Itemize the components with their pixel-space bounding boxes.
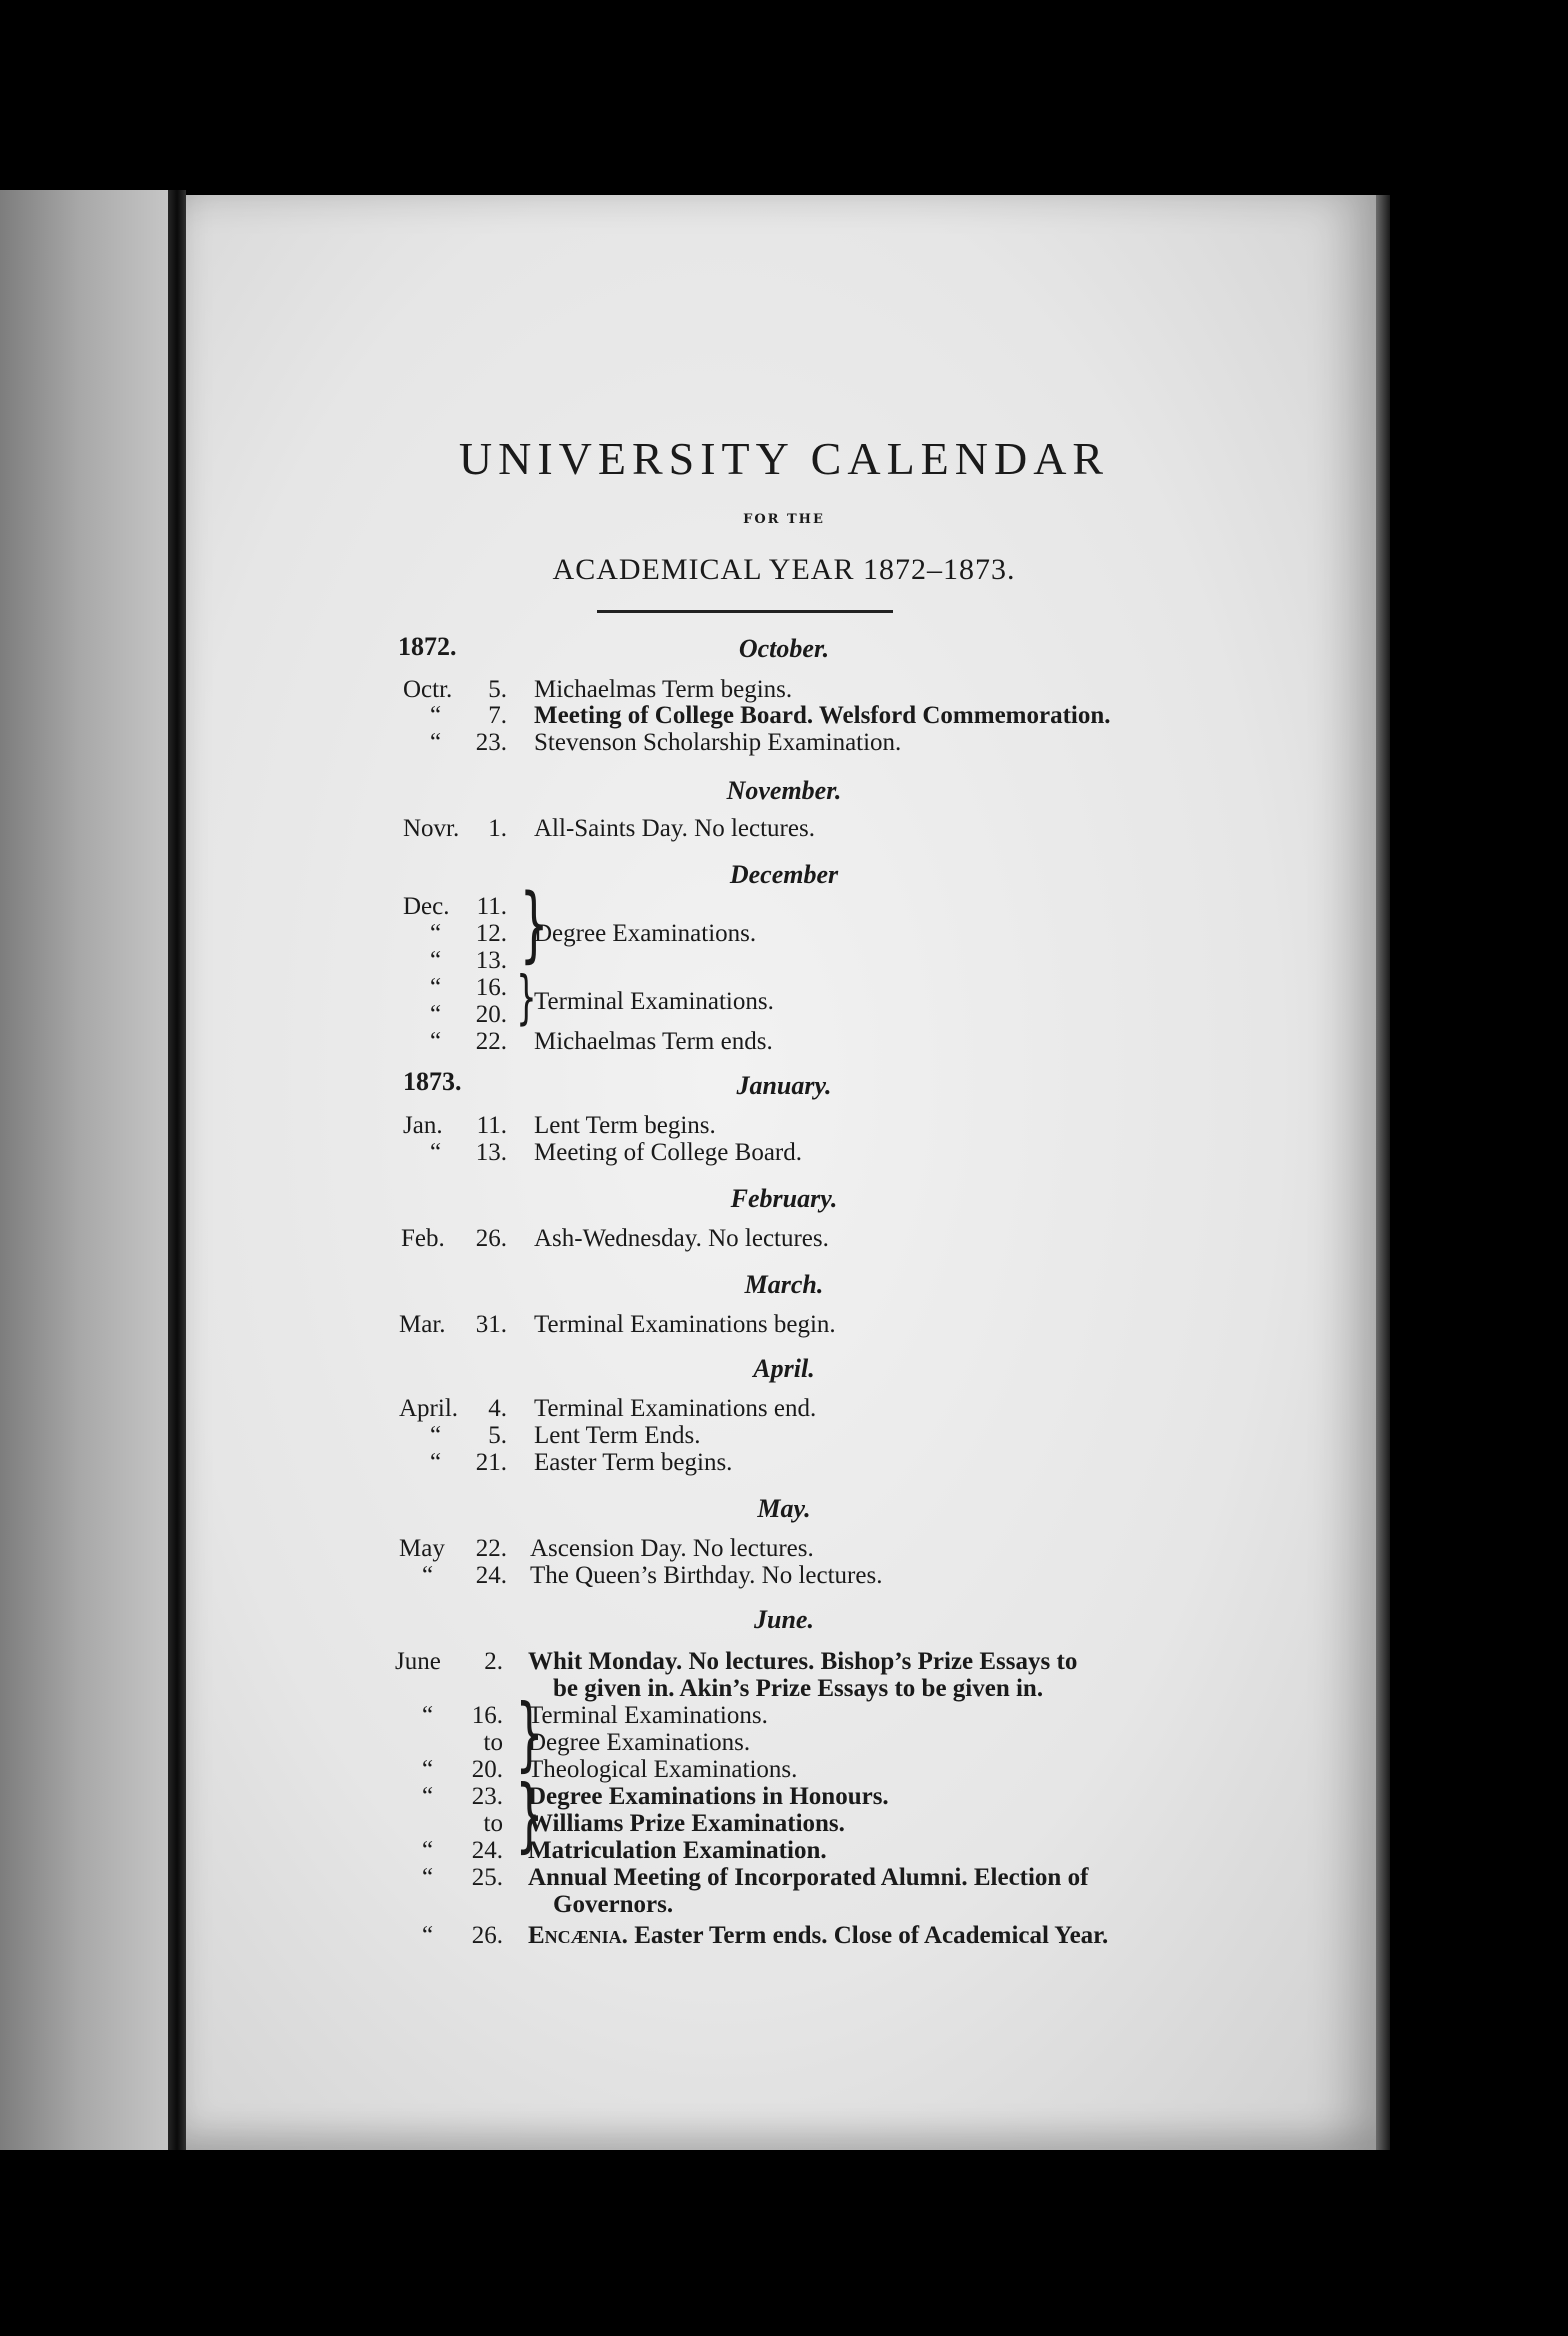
entry-day: to: [483, 1810, 503, 1837]
entry-text: Ascension Day. No lectures.: [530, 1535, 814, 1562]
brace-icon: }: [515, 1768, 544, 1861]
entry-month: Octr.: [403, 676, 453, 703]
month-heading-november: November.: [726, 776, 842, 805]
month-heading-may: May.: [757, 1494, 811, 1523]
entry-month: “: [430, 729, 442, 756]
month-heading-january: January.: [736, 1071, 832, 1100]
month-heading-april: April.: [753, 1354, 815, 1383]
entry-month: “: [430, 1422, 442, 1449]
entry-text: All-Saints Day. No lectures.: [534, 815, 815, 842]
entry-month: “: [430, 1028, 442, 1055]
entry-day: 11.: [476, 1112, 507, 1139]
entry-month: “: [430, 920, 442, 947]
page-subtitle: FOR THE: [743, 512, 825, 527]
entry-day: 26.: [475, 1225, 507, 1252]
entry-text-rest: Easter Term ends. Close of Academical Year.: [634, 1922, 1109, 1949]
entry-day: 2.: [484, 1648, 503, 1675]
entry-month: “: [422, 1756, 434, 1783]
month-heading-march: March.: [744, 1270, 824, 1299]
month-heading-october: October.: [738, 634, 830, 663]
entry-month: “: [430, 947, 442, 974]
month-heading-december: December: [729, 860, 839, 889]
entry-day: to: [483, 1729, 503, 1756]
entry-month: May: [399, 1535, 445, 1562]
entry-text: Degree Examinations.: [534, 920, 757, 947]
entry-text: Meeting of College Board. Welsford Commemoration.: [534, 702, 1111, 729]
entry-month: “: [422, 1864, 434, 1891]
year-label: 1873.: [403, 1067, 462, 1096]
entry-month: “: [422, 1783, 434, 1810]
page-title: UNIVERSITY CALENDAR: [458, 433, 1110, 484]
entry-day: 22.: [475, 1535, 507, 1562]
brace-icon: }: [515, 1687, 544, 1780]
entry-month: “: [430, 1001, 442, 1028]
entry-month: Mar.: [399, 1311, 446, 1338]
entry-day: 20.: [471, 1756, 503, 1783]
entry-day: 16.: [471, 1702, 503, 1729]
entry-text: Theological Examinations.: [528, 1756, 798, 1783]
month-heading-february: February.: [730, 1184, 838, 1213]
entry-text: Terminal Examinations.: [528, 1702, 768, 1729]
year-label: 1872.: [398, 632, 457, 661]
page-edge: [1376, 195, 1390, 2150]
entry-month: “: [430, 1139, 442, 1166]
entry-month: Feb.: [401, 1225, 445, 1252]
entry-text: Williams Prize Examinations.: [528, 1810, 845, 1837]
entry-day: 12.: [475, 920, 507, 947]
entry-day: 23.: [471, 1783, 503, 1810]
entry-text: Easter Term begins.: [534, 1449, 733, 1476]
encaenia-label: Encænia.: [528, 1922, 628, 1949]
entry-text: Matriculation Examination.: [528, 1837, 827, 1864]
entry-day: 25.: [471, 1864, 503, 1891]
entry-month: Dec.: [403, 893, 450, 920]
entry-month: “: [422, 1702, 434, 1729]
entry-month: “: [422, 1562, 434, 1589]
entry-day: 11.: [476, 893, 507, 920]
entry-text: Degree Examinations in Honours.: [528, 1783, 889, 1810]
entry-day: 21.: [475, 1449, 507, 1476]
entry-day: 22.: [475, 1028, 507, 1055]
entry-text: Degree Examinations.: [528, 1729, 751, 1756]
entry-day: 16.: [475, 974, 507, 1001]
entry-month: “: [422, 1837, 434, 1864]
entry-day: 24.: [471, 1837, 503, 1864]
entry-month: Novr.: [403, 815, 460, 842]
entry-month: “: [430, 974, 442, 1001]
entry-text: Annual Meeting of Incorporated Alumni. Election of: [528, 1864, 1089, 1891]
entry-text: Lent Term begins.: [534, 1112, 716, 1139]
entry-month: “: [430, 1449, 442, 1476]
entry-day: 1.: [488, 815, 507, 842]
brace-icon: }: [516, 963, 537, 1031]
entry-day: 7.: [488, 702, 507, 729]
academical-year-heading: ACADEMICAL YEAR 1872–1873.: [552, 553, 1016, 586]
entry-text: Meeting of College Board.: [534, 1139, 802, 1166]
entry-day: 20.: [475, 1001, 507, 1028]
entry-text: Lent Term Ends.: [534, 1422, 701, 1449]
entry-month: “: [430, 702, 442, 729]
entry-text: [528, 1922, 1108, 1950]
entry-text: Terminal Examinations end.: [534, 1395, 817, 1422]
title-rule: [597, 610, 893, 613]
entry-text: Whit Monday. No lectures. Bishop’s Prize Essays to: [528, 1648, 1078, 1675]
entry-text: Stevenson Scholarship Examination.: [534, 729, 902, 756]
entry-day: 5.: [488, 676, 507, 703]
entry-text-continued: be given in. Akin’s Prize Essays to be given in.: [553, 1675, 1044, 1702]
entry-text: The Queen’s Birthday. No lectures.: [530, 1562, 883, 1589]
entry-month: Jan.: [403, 1112, 443, 1139]
entry-day: 13.: [475, 947, 507, 974]
entry-day: 26.: [471, 1922, 503, 1949]
entry-month: June: [395, 1648, 441, 1675]
entry-day: 31.: [475, 1311, 507, 1338]
entry-month: “: [422, 1922, 434, 1949]
entry-text: Michaelmas Term begins.: [534, 676, 793, 703]
entry-text: Michaelmas Term ends.: [534, 1028, 773, 1055]
entry-text-continued: Governors.: [553, 1891, 674, 1918]
entry-day: 5.: [488, 1422, 507, 1449]
entry-month: April.: [399, 1395, 459, 1422]
brace-icon: }: [519, 877, 549, 972]
entry-day: 13.: [475, 1139, 507, 1166]
entry-day: 23.: [475, 729, 507, 756]
entry-text: Terminal Examinations.: [534, 988, 774, 1015]
entry-day: 4.: [488, 1395, 507, 1422]
month-heading-june: June.: [754, 1605, 814, 1634]
entry-day: 24.: [475, 1562, 507, 1589]
entry-text: Ash-Wednesday. No lectures.: [534, 1225, 829, 1252]
entry-text: Terminal Examinations begin.: [534, 1311, 836, 1338]
